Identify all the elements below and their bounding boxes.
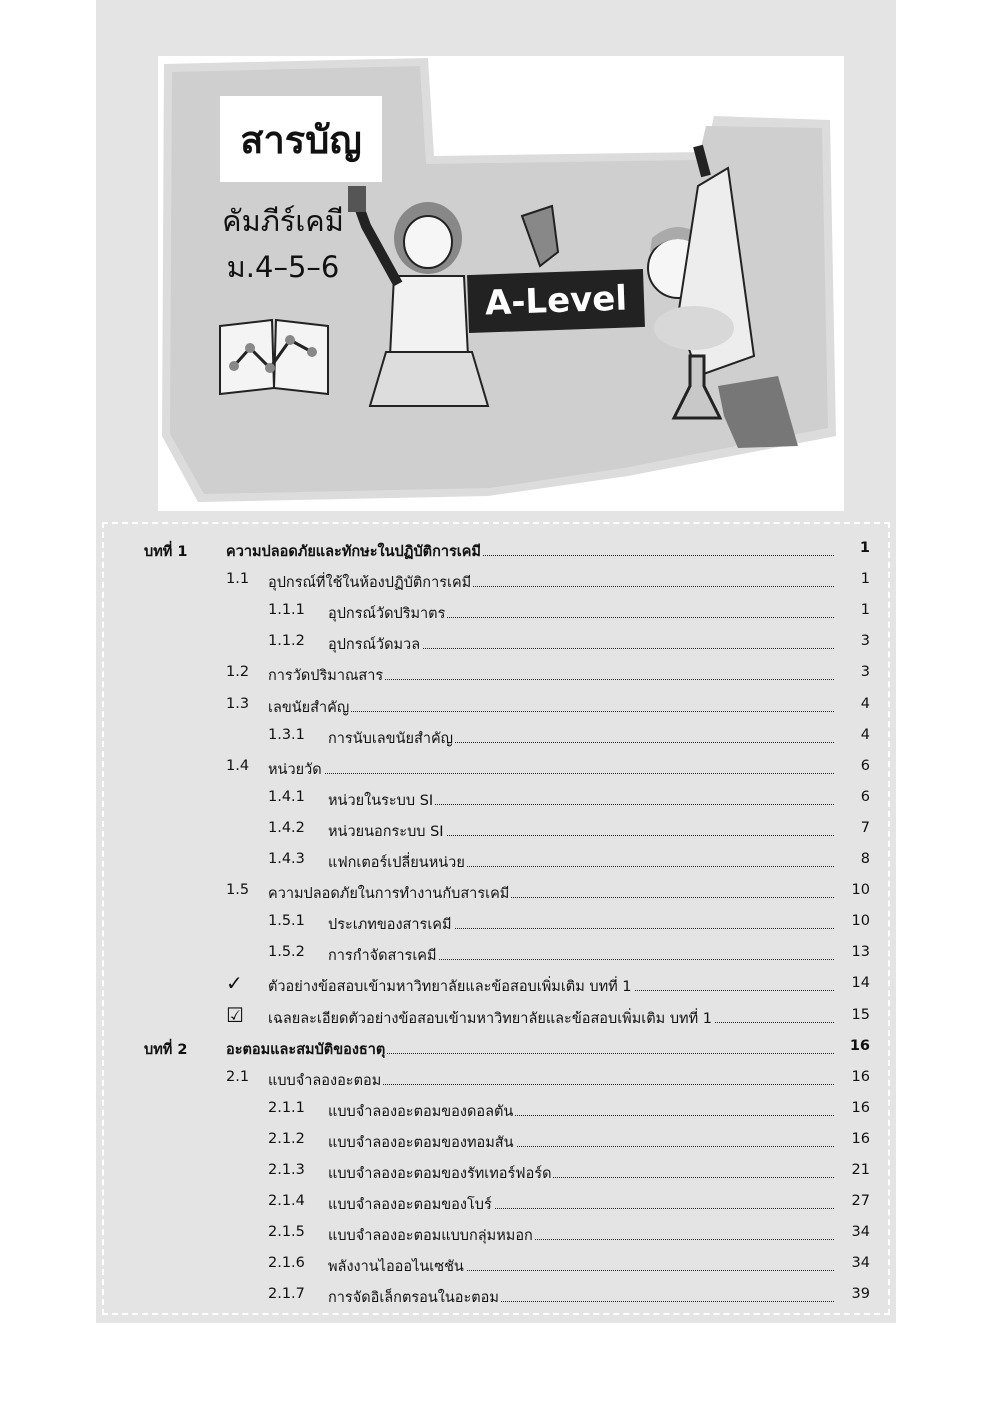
subsection-number: 2.1.2 <box>268 1130 305 1147</box>
entry-title: หน่วยวัด <box>268 758 324 781</box>
entry-title: เลขนัยสำคัญ <box>268 696 351 719</box>
subsection-number: 1.3.1 <box>268 726 305 743</box>
toc-entry[interactable] <box>104 1248 888 1279</box>
section-number: 1.2 <box>226 664 250 681</box>
subsection-number: 1.5.1 <box>268 913 305 930</box>
page-number: 4 <box>860 695 870 712</box>
page-number: 1 <box>860 571 870 588</box>
page-number: 21 <box>851 1162 870 1178</box>
toc-entry[interactable] <box>104 626 888 657</box>
dot-leader <box>268 773 834 774</box>
page-number: 6 <box>860 788 870 805</box>
subsection-number: 2.1.3 <box>268 1162 305 1178</box>
entry-title: หน่วยนอกระบบ SI <box>328 820 446 843</box>
hero-banner <box>158 56 844 511</box>
subsection-number: 2.1.1 <box>268 1099 305 1116</box>
entry-title: การจัดอิเล็กตรอนในอะตอม <box>328 1286 501 1309</box>
page-title: สารบัญ <box>220 96 382 182</box>
section-number: 1.5 <box>226 882 250 899</box>
toc-entry[interactable] <box>104 875 888 906</box>
toc-entry[interactable] <box>104 937 888 968</box>
subsection-number: 1.4.2 <box>268 819 305 836</box>
toc-entry[interactable] <box>104 720 888 751</box>
entry-title: ความปลอดภัยในการทำงานกับสารเคมี <box>268 882 511 905</box>
subtitle-line-2: ม.4–5–6 <box>226 250 340 284</box>
entry-title: อะตอมและสมบัติของธาตุ <box>226 1038 387 1061</box>
toc-entry[interactable] <box>104 564 888 595</box>
entry-title: แบบจำลองอะตอมของโบร์ <box>328 1193 494 1216</box>
entry-title: แบบจำลองอะตอม <box>268 1069 383 1092</box>
entry-title: แบบจำลองอะตอมของรัทเทอร์ฟอร์ด <box>328 1162 553 1185</box>
toc-entry[interactable] <box>104 844 888 875</box>
section-number: 1.4 <box>226 757 250 774</box>
book-subtitle <box>198 198 368 290</box>
toc-entry[interactable] <box>104 906 888 937</box>
subsection-number: 1.4.1 <box>268 788 305 805</box>
entry-title: อุปกรณ์วัดมวล <box>328 633 422 656</box>
page-number: 6 <box>860 757 870 774</box>
page-number: 3 <box>860 664 870 681</box>
page-number: 1 <box>860 602 870 619</box>
toc-entry[interactable] <box>104 1062 888 1093</box>
toc-entry[interactable] <box>104 1000 888 1031</box>
toc-entry[interactable] <box>104 813 888 844</box>
page-number: 4 <box>860 726 870 743</box>
entry-title: เฉลยละเอียดตัวอย่างข้อสอบเข้ามหาวิทยาลัยและข้อสอบเพิ่มเติม บทที่ 1 <box>268 1007 714 1030</box>
entry-title: หน่วยในระบบ SI <box>328 789 435 812</box>
a-level-badge: A-Level <box>467 269 645 333</box>
chapter-label: บทที่ 2 <box>144 1041 188 1058</box>
toc-entry[interactable] <box>104 968 888 999</box>
entry-title: ความปลอดภัยและทักษะในปฏิบัติการเคมี <box>226 540 483 563</box>
toc-entry[interactable] <box>104 1155 888 1186</box>
toc-entry[interactable] <box>104 1124 888 1155</box>
chapter-label: บทที่ 1 <box>144 544 188 560</box>
toc-entry[interactable] <box>104 657 888 688</box>
table-of-contents <box>102 522 890 1315</box>
toc-entry[interactable] <box>104 1279 888 1310</box>
entry-title: ตัวอย่างข้อสอบเข้ามหาวิทยาลัยและข้อสอบเพิ่มเติม บทที่ 1 <box>268 975 634 998</box>
toc-entry[interactable] <box>104 1186 888 1217</box>
page-number: 15 <box>851 1006 870 1023</box>
entry-title: แฟกเตอร์เปลี่ยนหน่วย <box>328 851 467 874</box>
page-number: 16 <box>849 1037 870 1054</box>
entry-title: แบบจำลองอะตอมของทอมสัน <box>328 1131 516 1154</box>
page-number: 16 <box>851 1130 870 1147</box>
entry-title: การวัดปริมาณสาร <box>268 664 385 687</box>
page-number: 39 <box>851 1286 870 1303</box>
entry-title: พลังงานไอออไนเซชัน <box>328 1255 466 1278</box>
subsection-number: 2.1.4 <box>268 1193 305 1210</box>
page-number: 16 <box>851 1099 870 1116</box>
subsection-number: 1.4.3 <box>268 851 305 867</box>
toc-entry[interactable] <box>104 533 888 564</box>
entry-title: อุปกรณ์วัดปริมาตร <box>328 602 447 625</box>
page-number: 34 <box>851 1255 870 1272</box>
page-number: 16 <box>851 1068 870 1085</box>
entry-title: อุปกรณ์ที่ใช้ในห้องปฏิบัติการเคมี <box>268 571 473 594</box>
page-number: 27 <box>851 1193 870 1210</box>
toc-entry[interactable] <box>104 1217 888 1248</box>
page-number: 8 <box>860 851 870 867</box>
toc-entry[interactable] <box>104 1093 888 1124</box>
page-number: 3 <box>860 633 870 650</box>
section-number: 1.1 <box>226 571 250 588</box>
page-number: 34 <box>851 1224 870 1241</box>
subsection-number: 2.1.5 <box>268 1224 305 1241</box>
subsection-number: 1.1.2 <box>268 633 305 650</box>
toc-entry[interactable] <box>104 1031 888 1062</box>
section-number: 2.1 <box>226 1068 250 1085</box>
checkmark-icon: ✓ <box>226 971 243 996</box>
page-number: 10 <box>851 882 870 899</box>
page-number: 7 <box>860 819 870 836</box>
page-number: 13 <box>851 944 870 961</box>
toc-entry[interactable] <box>104 782 888 813</box>
checked-box-icon: ☑ <box>226 1002 244 1027</box>
entry-title: แบบจำลองอะตอมของดอลตัน <box>328 1100 515 1123</box>
entry-title: การนับเลขนัยสำคัญ <box>328 727 455 750</box>
page-number: 10 <box>851 913 870 930</box>
dot-leader <box>268 711 834 712</box>
page-number: 14 <box>851 975 870 992</box>
subsection-number: 1.1.1 <box>268 602 305 619</box>
entry-title: แบบจำลองอะตอมแบบกลุ่มหมอก <box>328 1224 535 1247</box>
page-number: 1 <box>859 540 870 556</box>
entry-title: ประเภทของสารเคมี <box>328 913 454 936</box>
section-number: 1.3 <box>226 695 250 712</box>
toc-entry[interactable] <box>104 595 888 626</box>
subtitle-line-1: คัมภีร์เคมี <box>222 204 344 238</box>
toc-entry[interactable] <box>104 689 888 720</box>
toc-entry[interactable] <box>104 751 888 782</box>
subsection-number: 2.1.7 <box>268 1286 305 1303</box>
subsection-number: 2.1.6 <box>268 1255 305 1272</box>
subsection-number: 1.5.2 <box>268 944 305 961</box>
entry-title: การกำจัดสารเคมี <box>328 944 439 967</box>
